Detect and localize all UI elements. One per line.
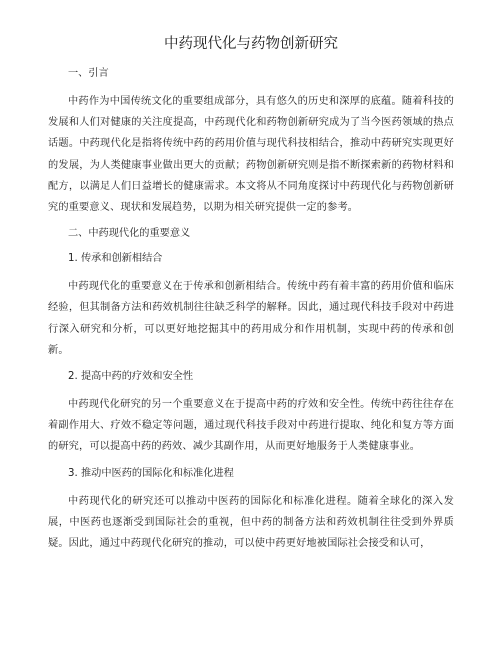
subheading-internationalization: 3. 推动中医药的国际化和标准化进程 [68,467,234,479]
subheading-efficacy-safety: 2. 提高中药的疗效和安全性 [68,371,194,383]
intro-paragraph: 中药作为中国传统文化的重要组成部分，具有悠久的历史和深厚的底蕴。随着科技的发展和人们对健康的关注度提高，中药现代化和药物创新研究成为了当今医药领域的热点话题。中药现代化是指将传统中药的药用价值与现代科技相结合，推动中药研究实现更好的发展，为人类健康事业做出更大的贡献；药物创新研究则是指不断探索新的药物材料和配方，以满足人们日益增长的健康需求。本文将从不同角度探讨中药现代化与药物创新研究的重要意义、现状和发展趋势，以期为相关研究提供一定的参考。 [48,96,454,214]
section-heading-introduction: 一、引言 [68,68,109,79]
subheading-heritage-innovation: 1. 传承和创新相结合 [68,253,163,265]
document-title: 中药现代化与药物创新研究 [164,36,338,52]
paragraph-heritage-innovation: 中药现代化的重要意义在于传承和创新相结合。传统中药有着丰富的药用价值和临床经验，但其制备方法和药效机制往往缺乏科学的解释。因此，通过现代科技手段对中药进行深入研究和分析，可以更好地挖掘其中的药用成分和作用机制，实现中药的传承和创新。 [48,281,454,356]
paragraph-efficacy-safety: 中药现代化研究的另一个重要意义在于提高中药的疗效和安全性。传统中药往往存在着副作用大、疗效不稳定等问题，通过现代科技手段对中药进行提取、纯化和复方等方面的研究，可以提高中药的药效、减少其副作用，从而更好地服务于人类健康事业。 [48,399,454,453]
paragraph-internationalization: 中药现代化的研究还可以推动中医药的国际化和标准化进程。随着全球化的深入发展，中医药也逐渐受到国际社会的重视，但中药的制备方法和药效机制往往受到外界质疑。因此，通过中药现代化研究的推动，可以使中药更好地被国际社会接受和认可， [48,495,454,550]
section-heading-significance: 二、中药现代化的重要意义 [68,228,191,240]
